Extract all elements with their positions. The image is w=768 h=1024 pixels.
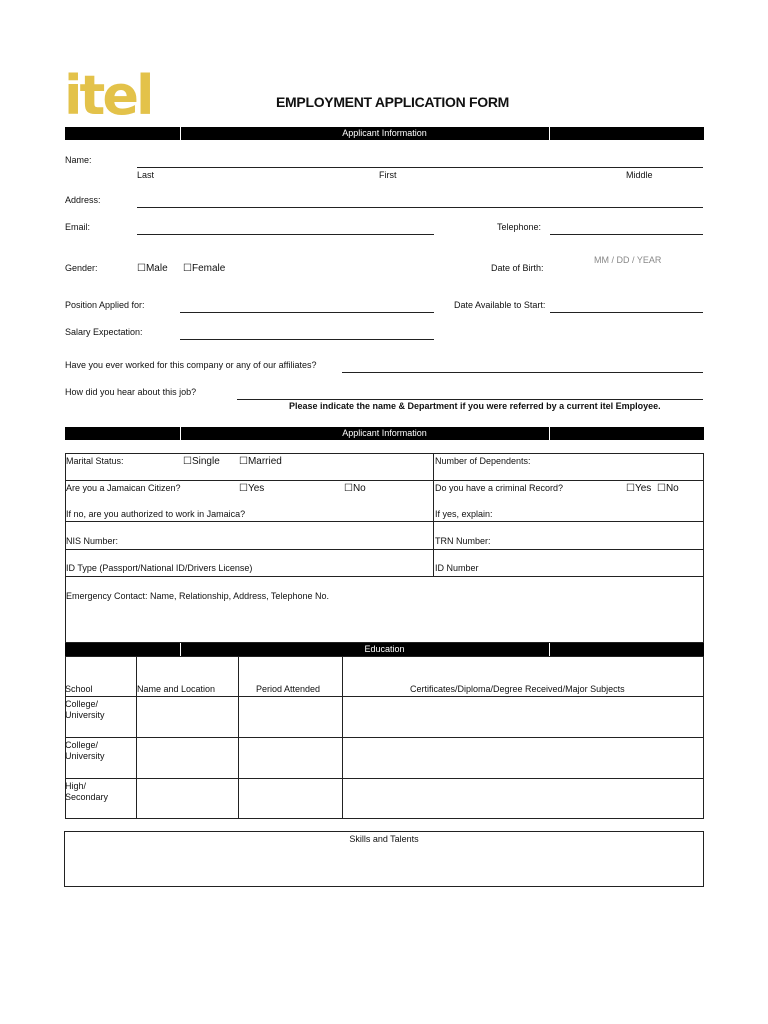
form-title: EMPLOYMENT APPLICATION FORM xyxy=(276,94,510,110)
telephone-label: Telephone: xyxy=(497,222,542,232)
citizen-no-checkbox[interactable]: ☐No xyxy=(344,483,366,494)
married-checkbox[interactable]: ☐Married xyxy=(239,456,282,467)
section-bar-applicant-info xyxy=(65,127,704,140)
emergency-contact-field[interactable]: Emergency Contact: Name, Relationship, Address, Telephone No. xyxy=(66,591,329,601)
email-field[interactable] xyxy=(137,234,434,235)
dob-label: Date of Birth: xyxy=(491,263,544,273)
address-field[interactable] xyxy=(137,207,703,208)
edu-header-school: School xyxy=(65,684,93,694)
position-field[interactable] xyxy=(180,312,434,313)
email-label: Email: xyxy=(65,222,91,232)
position-label: Position Applied for: xyxy=(65,300,145,310)
applicant-info-grid xyxy=(65,453,704,643)
worked-before-field[interactable] xyxy=(342,372,703,373)
dependents-field[interactable]: Number of Dependents: xyxy=(435,456,531,466)
edu-header-certificates: Certificates/Diploma/Degree Received/Major Subjects xyxy=(410,684,625,694)
dob-field[interactable]: MM / DD / YEAR xyxy=(594,255,662,265)
female-checkbox[interactable]: ☐Female xyxy=(183,263,226,274)
name-first-label: First xyxy=(379,170,397,180)
section-title: Education xyxy=(364,644,405,654)
date-available-label: Date Available to Start: xyxy=(454,300,546,310)
itel-logo: itel xyxy=(64,64,152,127)
section-bar-education xyxy=(65,643,704,656)
section-bar-applicant-info-2 xyxy=(65,427,704,440)
edu-row-school: College/ University xyxy=(65,699,105,720)
heard-field[interactable] xyxy=(237,399,703,400)
date-available-field[interactable] xyxy=(550,312,703,313)
salary-label: Salary Expectation: xyxy=(65,327,143,337)
name-field[interactable] xyxy=(137,167,703,168)
name-last-label: Last xyxy=(137,170,155,180)
explain-field[interactable]: If yes, explain: xyxy=(435,509,493,519)
id-type-field[interactable]: ID Type (Passport/National ID/Drivers License) xyxy=(66,563,253,573)
marital-label: Marital Status: xyxy=(66,456,124,466)
nis-field[interactable]: NIS Number: xyxy=(66,536,119,546)
trn-field[interactable]: TRN Number: xyxy=(435,536,491,546)
id-number-field[interactable]: ID Number xyxy=(435,563,479,573)
citizen-yes-checkbox[interactable]: ☐Yes xyxy=(239,483,265,494)
referral-note: Please indicate the name & Department if you were referred by a current itel Employee. xyxy=(289,401,661,411)
gender-label: Gender: xyxy=(65,263,98,273)
section-title: Applicant Information xyxy=(342,428,427,438)
criminal-no-checkbox[interactable]: ☐No xyxy=(657,483,679,494)
section-title: Applicant Information xyxy=(342,128,427,138)
edu-row-school: High/ Secondary xyxy=(65,781,109,802)
name-middle-label: Middle xyxy=(626,170,653,180)
worked-before-label: Have you ever worked for this company or any of our affiliates? xyxy=(65,360,317,370)
authorized-field[interactable]: If no, are you authorized to work in Jamaica? xyxy=(66,509,246,519)
name-label: Name: xyxy=(65,155,92,165)
skills-label: Skills and Talents xyxy=(349,834,419,844)
telephone-field[interactable] xyxy=(550,234,703,235)
edu-header-period: Period Attended xyxy=(256,684,321,694)
citizen-label: Are you a Jamaican Citizen? xyxy=(66,483,181,493)
salary-field[interactable] xyxy=(180,339,434,340)
single-checkbox[interactable]: ☐Single xyxy=(183,456,220,467)
edu-row-school: College/ University xyxy=(65,740,105,761)
skills-field[interactable] xyxy=(64,831,704,887)
criminal-yes-checkbox[interactable]: ☐Yes xyxy=(626,483,652,494)
male-checkbox[interactable]: ☐Male xyxy=(137,263,168,274)
heard-label: How did you hear about this job? xyxy=(65,387,197,397)
edu-header-name-location: Name and Location xyxy=(137,684,216,694)
address-label: Address: xyxy=(65,195,101,205)
criminal-label: Do you have a criminal Record? xyxy=(435,483,564,493)
